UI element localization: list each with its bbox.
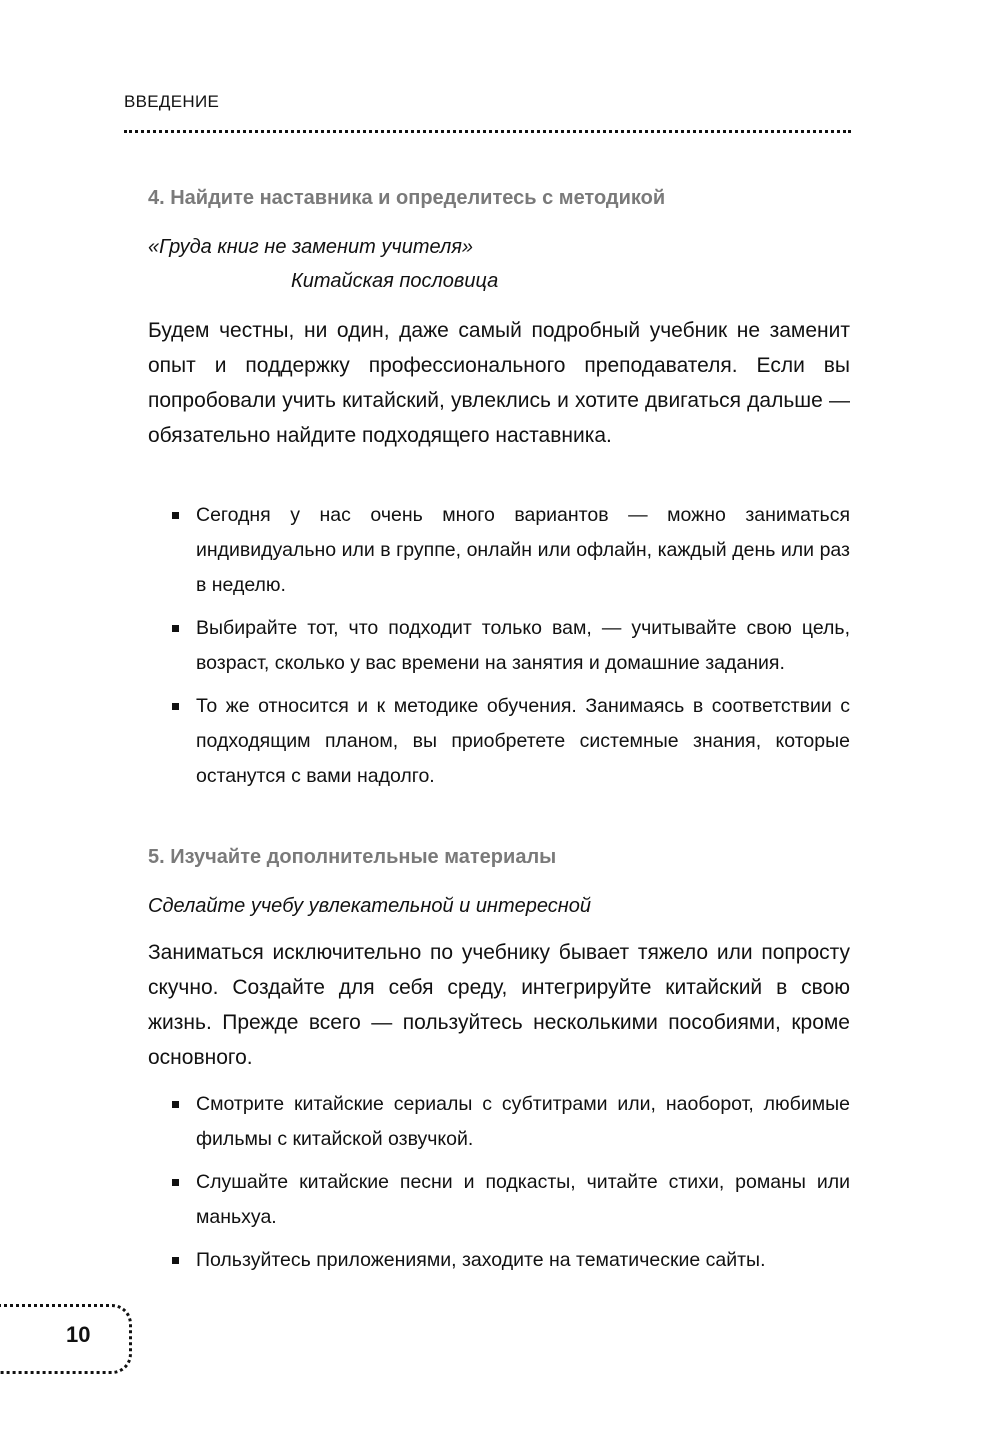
list-item [172,611,850,681]
section-5-list [172,1087,850,1278]
list-item-text: Смотрите китайские сериалы с субтитрами или, наоборот, любимые фильмы с китайской озвучкой. [196,1093,850,1150]
section-5-subtitle: Сделайте учебу увлекательной и интересной [148,895,591,917]
section-4-paragraph: Будем честны, ни один, даже самый подробный учебник не заменит опыт и поддержку профессионального преподавателя. Если вы попробовали учить китайский, увлеклись и хотите двигаться дальше — обязательно найдите подходящего наставника. [148,319,850,447]
list-item [172,1087,850,1157]
section-4-heading: 4. Найдите наставника и определитесь с методикой [148,187,666,209]
list-item-text: Слушайте китайские песни и подкасты, читайте стихи, романы или маньхуа. [196,1171,850,1228]
section-4-list [172,498,850,794]
bullet-icon [172,625,179,632]
section-5-heading: 5. Изучайте дополнительные материалы [148,846,557,868]
page-number: 10 [66,1322,91,1347]
list-item [172,689,850,794]
list-item-text: То же относится и к методике обучения. Занимаясь в соответствии с подходящим планом, вы приобретете системные знания, которые останутся с вами надолго. [196,695,850,787]
header-divider [124,130,851,133]
list-item-text: Сегодня у нас очень много вариантов — можно заниматься индивидуально или в группе, онлайн или офлайн, каждый день или раз в неделю. [196,504,850,596]
list-item-text: Выбирайте тот, что подходит только вам, — учитывайте свою цель, возраст, сколько у вас времени на занятия и домашние задания. [196,617,850,674]
bullet-icon [172,1101,179,1108]
running-head: ВВЕДЕНИЕ [124,92,220,111]
epigraph-source: Китайская пословица [291,270,499,292]
bullet-icon [172,1179,179,1186]
list-item [172,1165,850,1235]
list-item [172,1243,850,1278]
epigraph-quote: «Груда книг не заменит учителя» [148,236,474,258]
bullet-icon [172,512,179,519]
list-item-text: Пользуйтесь приложениями, заходите на тематические сайты. [196,1249,766,1271]
bullet-icon [172,1257,179,1264]
bullet-icon [172,703,179,710]
list-item [172,498,850,603]
section-5-paragraph: Заниматься исключительно по учебнику бывает тяжело или попросту скучно. Создайте для себя среду, интегрируйте китайский в свою жизнь. Прежде всего — пользуйтесь несколькими пособиями, кроме основного. [148,941,850,1069]
